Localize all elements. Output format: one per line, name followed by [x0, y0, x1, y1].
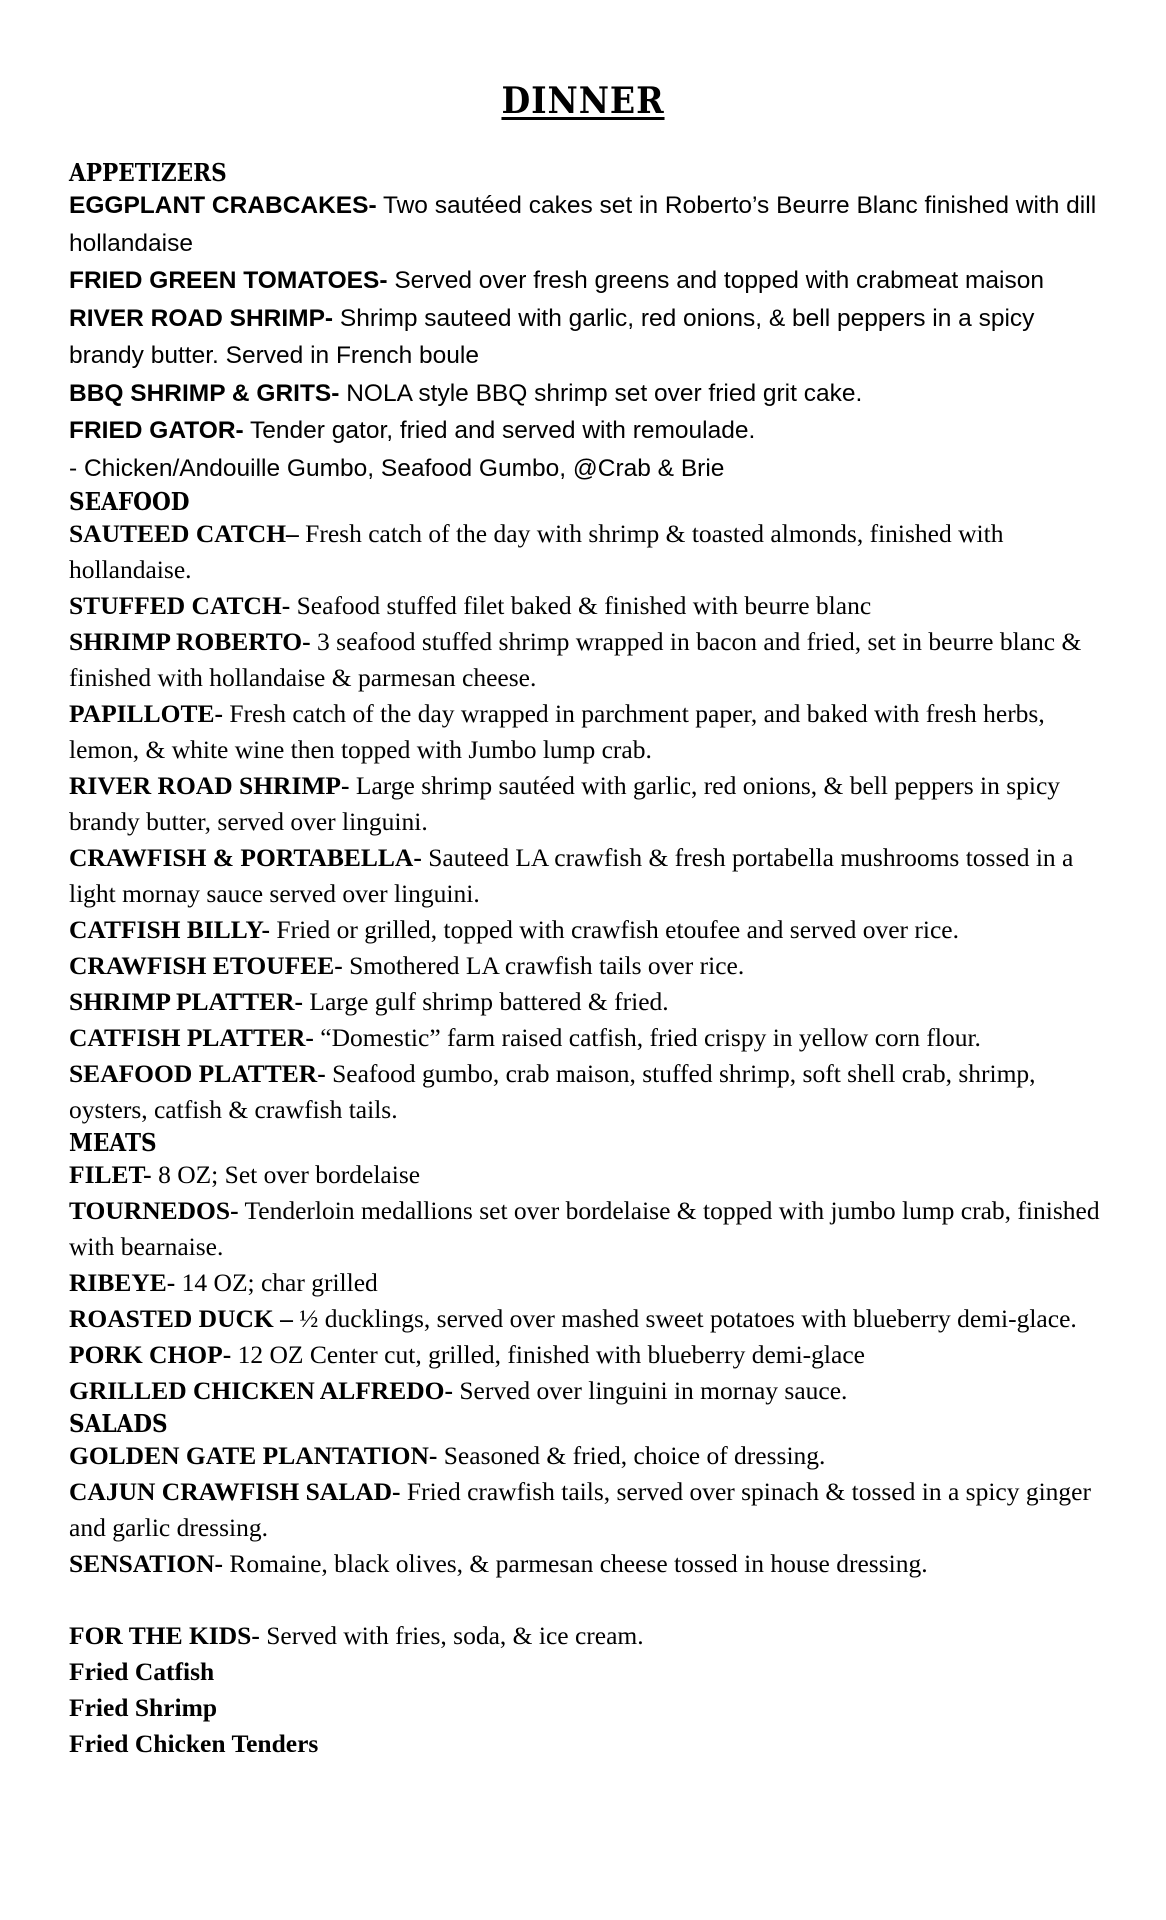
item-description: 3 seafood stuffed shrimp wrapped in bacon and fried, set in beurre blanc & finished with hollandaise & parmesan cheese.	[69, 627, 1082, 692]
item-description: Served over fresh greens and topped with crabmeat maison	[387, 267, 1044, 294]
menu-item	[69, 412, 1109, 450]
section-heading-salads: SALADS	[69, 1409, 168, 1438]
soup-list	[69, 450, 1109, 488]
item-name: GRILLED CHICKEN ALFREDO-	[69, 1376, 453, 1405]
menu-item	[69, 1546, 1109, 1582]
item-description: Large shrimp sautéed with garlic, red onions, & bell peppers in spicy brandy butter, served over linguini.	[69, 771, 1061, 836]
item-name: SEAFOOD PLATTER-	[69, 1059, 326, 1088]
item-description: - Chicken/Andouille Gumbo, Seafood Gumbo, @Crab & Brie	[69, 454, 725, 482]
menu-item	[69, 948, 1109, 984]
item-name: CAJUN CRAWFISH SALAD-	[69, 1477, 401, 1506]
item-name: CRAWFISH & PORTABELLA-	[69, 843, 422, 872]
kids-heading	[69, 1618, 1109, 1654]
item-description: Seasoned & fried, choice of dressing.	[437, 1441, 826, 1470]
menu-item	[69, 1301, 1109, 1337]
menu-item	[69, 588, 1109, 624]
item-name: TOURNEDOS-	[69, 1196, 239, 1225]
menu-item	[69, 624, 1109, 696]
kids-description: Served with fries, soda, & ice cream.	[259, 1621, 644, 1650]
item-name: CATFISH PLATTER-	[69, 1023, 314, 1052]
item-name: CRAWFISH ETOUFEE-	[69, 951, 343, 980]
item-description: Romaine, black olives, & parmesan cheese tossed in house dressing.	[222, 1549, 928, 1578]
salads-section	[69, 1409, 1109, 1582]
item-description: 14 OZ; char grilled	[175, 1268, 378, 1297]
item-name: ROASTED DUCK –	[69, 1304, 293, 1333]
item-name: SENSATION-	[69, 1549, 223, 1578]
item-description: 8 OZ; Set over bordelaise	[151, 1160, 421, 1189]
menu-item	[69, 300, 1109, 375]
kids-menu-item: Fried Chicken Tenders	[69, 1729, 319, 1758]
section-spacer	[69, 1582, 1109, 1618]
item-name: RIVER ROAD SHRIMP-	[69, 771, 350, 800]
item-name: STUFFED CATCH-	[69, 591, 291, 620]
kids-menu-item: Fried Catfish	[69, 1657, 215, 1686]
seafood-section	[69, 487, 1109, 1128]
item-name: RIVER ROAD SHRIMP-	[69, 304, 334, 332]
kids-section	[69, 1618, 1109, 1762]
item-name: PORK CHOP-	[69, 1340, 232, 1369]
item-description: Sauteed LA crawfish & fresh portabella mushrooms tossed in a light mornay sauce served over linguini.	[69, 843, 1074, 908]
menu-item	[69, 696, 1109, 768]
item-description: Fried or grilled, topped with crawfish etoufee and served over rice.	[270, 915, 959, 944]
item-name: RIBEYE-	[69, 1268, 176, 1297]
section-heading-meats: MEATS	[69, 1128, 157, 1157]
kids-menu-item: Fried Shrimp	[69, 1693, 218, 1722]
item-description: Tender gator, fried and served with remoulade.	[243, 417, 756, 444]
item-description: Tenderloin medallions set over bordelaise & topped with jumbo lump crab, finished with bearnaise.	[69, 1196, 1100, 1261]
item-description: Two sautéed cakes set in Roberto’s Beurre Blanc finished with dill hollandaise	[69, 192, 1097, 257]
menu-item	[69, 1265, 1109, 1301]
item-description: Fried crawfish tails, served over spinach & tossed in a spicy ginger and garlic dressing.	[69, 1477, 1091, 1542]
menu-item	[69, 768, 1109, 840]
item-description: Shrimp sauteed with garlic, red onions, & bell peppers in a spicy brandy butter. Served in French boule	[69, 304, 1035, 369]
item-name: FRIED GATOR-	[69, 417, 244, 444]
menu-item	[69, 1474, 1109, 1546]
item-name: CATFISH BILLY-	[69, 915, 271, 944]
item-description: Fresh catch of the day wrapped in parchment paper, and baked with fresh herbs, lemon, & white wine then topped with Jumbo lump crab.	[69, 699, 1045, 764]
item-description: Smothered LA crawfish tails over rice.	[342, 951, 745, 980]
menu-content	[69, 158, 1109, 1762]
item-name: PAPILLOTE-	[69, 699, 223, 728]
menu-item	[69, 1157, 1109, 1193]
menu-item	[69, 1193, 1109, 1265]
item-description: Seafood gumbo, crab maison, stuffed shrimp, soft shell crab, shrimp, oysters, catfish & crawfish tails.	[69, 1059, 1036, 1124]
menu-item	[69, 912, 1109, 948]
item-description: Fresh catch of the day with shrimp & toasted almonds, finished with hollandaise.	[69, 519, 1004, 584]
item-name: BBQ SHRIMP & GRITS-	[69, 379, 340, 407]
menu-item	[69, 1056, 1109, 1128]
menu-item	[69, 375, 1109, 413]
item-name: FILET-	[69, 1160, 152, 1189]
item-name: GOLDEN GATE PLANTATION-	[69, 1441, 438, 1470]
section-heading-seafood: SEAFOOD	[69, 487, 190, 516]
menu-item	[69, 1020, 1109, 1056]
item-description: Served over linguini in mornay sauce.	[452, 1376, 848, 1405]
item-name: EGGPLANT CRABCAKES-	[69, 192, 377, 219]
item-name: FRIED GREEN TOMATOES-	[69, 267, 388, 294]
menu-item	[69, 516, 1109, 588]
item-description: Seafood stuffed filet baked & finished with beurre blanc	[290, 591, 872, 620]
section-heading-appetizers: APPETIZERS	[69, 158, 227, 187]
item-name: SHRIMP ROBERTO-	[69, 627, 311, 656]
menu-item	[69, 984, 1109, 1020]
menu-item	[69, 1337, 1109, 1373]
item-name: SHRIMP PLATTER-	[69, 987, 304, 1016]
meats-section	[69, 1128, 1109, 1409]
item-description: Large gulf shrimp battered & fried.	[303, 987, 669, 1016]
menu-item	[69, 187, 1109, 262]
menu-item	[69, 840, 1109, 912]
item-description: ½ ducklings, served over mashed sweet potatoes with blueberry demi-glace.	[292, 1304, 1077, 1333]
page-title: DINNER	[501, 80, 665, 122]
kids-title: FOR THE KIDS-	[69, 1621, 260, 1650]
menu-item	[69, 1373, 1109, 1409]
menu-item	[69, 262, 1109, 300]
item-description: “Domestic” farm raised catfish, fried crispy in yellow corn flour.	[313, 1023, 981, 1052]
appetizers-section	[69, 158, 1109, 487]
item-description: 12 OZ Center cut, grilled, finished with blueberry demi-glace	[231, 1340, 865, 1369]
item-name: SAUTEED CATCH–	[69, 519, 299, 548]
menu-item	[69, 1438, 1109, 1474]
item-description: NOLA style BBQ shrimp set over fried grit cake.	[339, 379, 863, 407]
